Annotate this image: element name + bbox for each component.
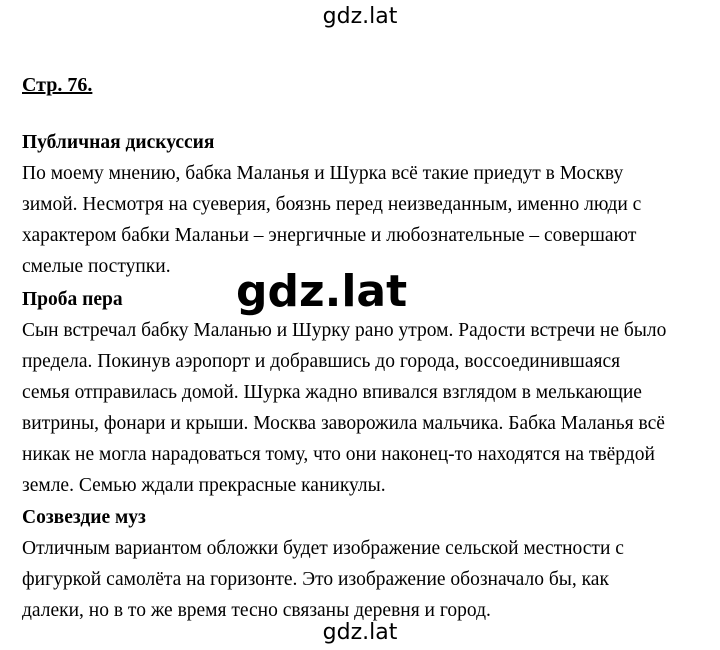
section-muses <box>22 503 702 626</box>
paragraph-line: предела. Покинув аэропорт и добравшись до города, воссоединившаяся <box>22 351 621 372</box>
paragraph-line: далеки, но в то же время тесно связаны деревня и город. <box>22 600 491 621</box>
paragraph-line: никак не могла нарадоваться тому, что они наконец-то находятся на твёрдой <box>22 444 655 465</box>
page-title: Стр. 76. <box>22 74 93 96</box>
paragraph-line: смелые поступки. <box>22 256 171 277</box>
watermark-top: gdz.lat <box>322 4 398 29</box>
section-heading: Публичная дискуссия <box>22 132 215 153</box>
section-heading: Созвездие муз <box>22 507 146 528</box>
watermark-center: gdz.lat <box>236 266 408 317</box>
paragraph-line: По моему мнению, бабка Маланья и Шурка всё такие приедут в Москву <box>22 163 624 184</box>
section-writing-test <box>22 285 702 501</box>
paragraph-line: зимой. Несмотря на суеверия, боязнь перед неизведанным, именно люди с <box>22 194 642 215</box>
watermark-bottom: gdz.lat <box>322 620 398 645</box>
section-public-discussion <box>22 128 702 282</box>
paragraph-line: витрины, фонари и крыши. Москва заворожила мальчика. Бабка Маланья всё <box>22 413 665 434</box>
paragraph-line: Отличным вариантом обложки будет изображение сельской местности с <box>22 538 624 559</box>
section-heading: Проба пера <box>22 289 123 310</box>
paragraph-line: Сын встречал бабку Маланью и Шурку рано утром. Радости встречи не было <box>22 320 667 341</box>
paragraph-line: характером бабки Маланьи – энергичные и любознательные – совершают <box>22 225 637 246</box>
paragraph-line: земле. Семью ждали прекрасные каникулы. <box>22 475 386 496</box>
paragraph-line: фигуркой самолёта на горизонте. Это изображение обозначало бы, как <box>22 569 609 590</box>
paragraph-line: семья отправилась домой. Шурка жадно впивался взглядом в мелькающие <box>22 382 642 403</box>
